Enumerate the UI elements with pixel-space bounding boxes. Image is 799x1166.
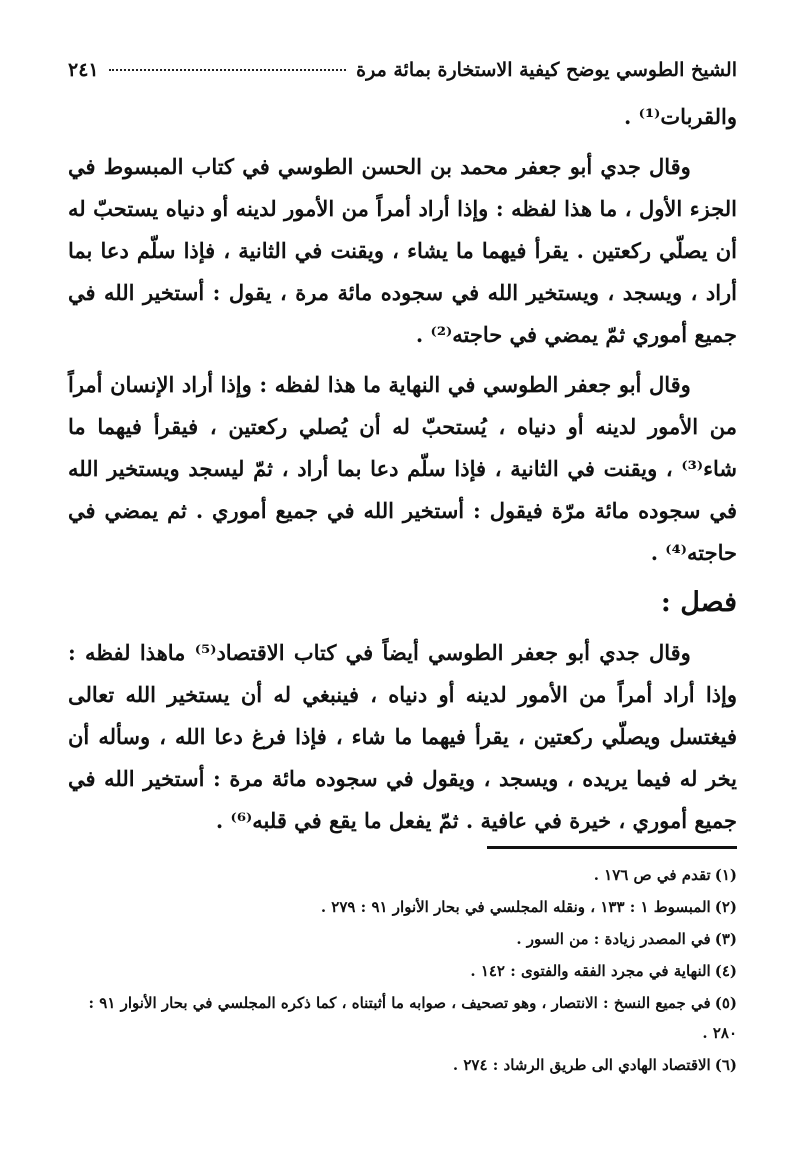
- footnote-number: (٢): [714, 898, 737, 916]
- footnote-3: [68, 924, 737, 954]
- footnote-1: [68, 860, 737, 890]
- main-text: [68, 96, 737, 850]
- footnote-number: (٥): [714, 994, 737, 1012]
- paragraph-nihaya: وقال أبو جعفر الطوسي في النهاية ما هذا لفظه : وإذا أراد الإنسان أمراً من الأمور لدينه أو دنياه ، يُستحبّ له أن يُصلي ركعتين ، فيقرأ فيهما ما شاء⁽³⁾ ، ويقنت في الثانية ، فإذا سلّم دعا بما أراد ، ثمّ ليسجد ويستخير الله في سجوده مائة مرّة فيقول : أستخير الله في جميع أموري . ثم يمضي في حاجته⁽⁴⁾ .: [68, 372, 737, 565]
- footnote-2: [68, 892, 737, 922]
- footnote-number: (١): [714, 866, 737, 884]
- footnote-text: تقدم في ص ١٧٦ .: [593, 866, 711, 884]
- footnote-number: (٤): [714, 962, 737, 980]
- footnote-text: المبسوط ١ : ١٣٣ ، ونقله المجلسي في بحار الأنوار ٩١ : ٢٧٩ .: [320, 898, 711, 916]
- paragraph-continuation: والقربات⁽¹⁾ .: [624, 104, 737, 129]
- footnote-number: (٦): [714, 1056, 737, 1074]
- footnote-number: (٣): [714, 930, 737, 948]
- running-header: [68, 50, 737, 90]
- footnote-text: الاقتصاد الهادي الى طريق الرشاد : ٢٧٤ .: [452, 1056, 711, 1074]
- section-heading: فصل :: [660, 587, 737, 618]
- running-title: الشيخ الطوسي يوضح كيفية الاستخارة بمائة مرة: [356, 59, 737, 81]
- footnote-6: [68, 1050, 737, 1080]
- footnotes: [68, 860, 737, 1082]
- footnote-text: النهاية في مجرد الفقه والفتوى : ١٤٢ .: [470, 962, 711, 980]
- footnote-5: [68, 988, 737, 1048]
- footnote-text: في المصدر زيادة : من السور .: [516, 930, 711, 948]
- paragraph-iqtisad: وقال جدي أبو جعفر الطوسي أيضاً في كتاب الاقتصاد⁽⁵⁾ ماهذا لفظه : وإذا أراد أمراً من الأمور لدينه أو دنياه ، فينبغي له أن يستخير الله تعالى فيغتسل ويصلّي ركعتين ، يقرأ فيهما ما شاء ، فإذا فرغ دعا الله ، وسأله أن يخر له فيما يريده ، ويسجد ، ويقول في سجوده مائة مرة : أستخير الله في جميع أموري ، خيرة في عافية . ثمّ يفعل ما يقع في قلبه⁽⁶⁾ .: [68, 640, 737, 833]
- footnote-separator: [487, 846, 737, 849]
- page-number: ٢٤١: [68, 59, 99, 81]
- footnote-4: [68, 956, 737, 986]
- dot-leader: [109, 69, 347, 71]
- footnote-text: في جميع النسخ : الانتصار ، وهو تصحيف ، صوابه ما أثبتناه ، كما ذكره المجلسي في بحار الأنوار ٩١ : ٢٨٠ .: [88, 994, 737, 1042]
- paragraph-mabsut: وقال جدي أبو جعفر محمد بن الحسن الطوسي في كتاب المبسوط في الجزء الأول ، ما هذا لفظه : وإذا أراد أمراً من الأمور لدينه أو دنياه يستحبّ له أن يصلّي ركعتين . يقرأ فيهما ما يشاء ، ويقنت في الثانية ، فإذا سلّم دعا بما أراد ، ويسجد ، ويستخير الله في سجوده مائة مرة ، يقول : أستخير الله في جميع أموري ثمّ يمضي في حاجته⁽²⁾ .: [68, 154, 737, 347]
